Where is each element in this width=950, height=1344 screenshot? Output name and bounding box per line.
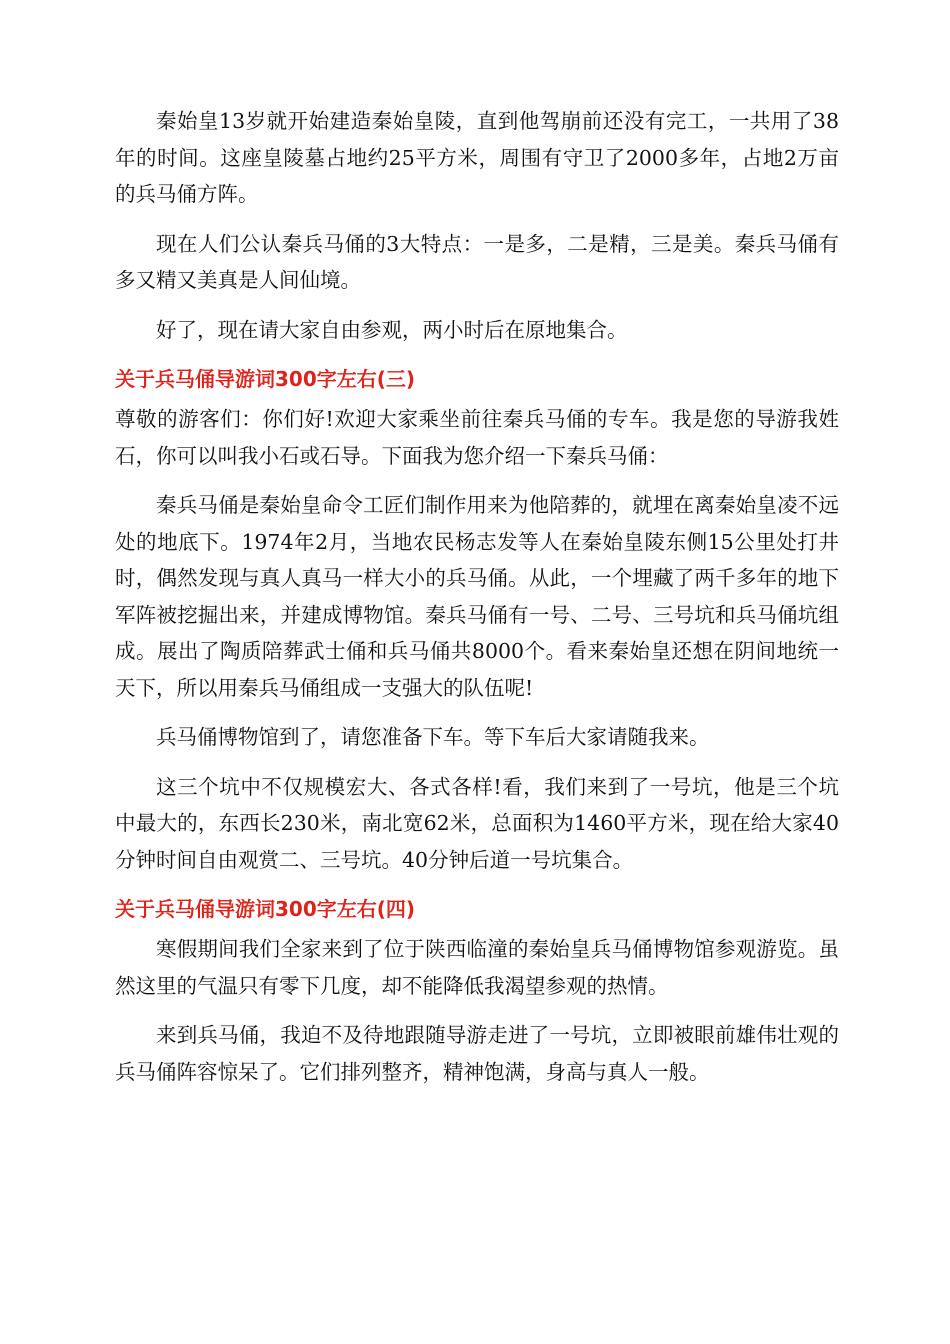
paragraph: 这三个坑中不仅规模宏大、各式各样!看，我们来到了一号坑，他是三个坑中最大的，东西长230米，南北宽62米，总面积为1460平方米，现在给大家40分钟时间自由观赏二、三号坑。40分钟后道一号坑集合。 (115, 774, 839, 872)
paragraph: 秦始皇13岁就开始建造秦始皇陵，直到他驾崩前还没有完工，一共用了38年的时间。这座皇陵墓占地约25平方米，周围有守卫了2000多年，占地2万亩的兵马俑方阵。 (115, 109, 839, 206)
paragraph: 来到兵马俑，我迫不及待地跟随导游走进了一号坑，立即被眼前雄伟壮观的兵马俑阵容惊呆了。它们排列整齐，精神饱满，身高与真人一般。 (115, 1023, 839, 1084)
paragraph: 寒假期间我们全家来到了位于陕西临潼的秦始皇兵马俑博物馆参观游览。虽然这里的气温只有零下几度，却不能降低我渴望参观的热情。 (115, 937, 839, 998)
paragraph: 现在人们公认秦兵马俑的3大特点：一是多，二是精，三是美。秦兵马俑有多又精又美真是人间仙境。 (115, 231, 839, 292)
document-page (115, 103, 839, 1103)
paragraph: 秦兵马俑是秦始皇命令工匠们制作用来为他陪葬的，就埋在离秦始皇凌不远处的地底下。1974年2月，当地农民杨志发等人在秦始皇陵东侧15公里处打井时，偶然发现与真人真马一样大小的兵马俑。从此，一个埋藏了两千多年的地下军阵被挖掘出来，并建成博物馆。秦兵马俑有一号、二号、三号坑和兵马俑坑组成。展出了陶质陪葬武士俑和兵马俑共8000个。看来秦始皇还想在阴间地统一天下，所以用秦兵马俑组成一支强大的队伍呢! (115, 493, 839, 700)
opening-paragraph: 尊敬的游客们：你们好!欢迎大家乘坐前往秦兵马俑的专车。我是您的导游我姓石，你可以叫我小石或石导。下面我为您介绍一下秦兵马俑： (115, 407, 839, 468)
section-heading: 关于兵马俑导游词300字左右(四) (115, 897, 416, 921)
paragraph: 好了，现在请大家自由参观，两小时后在原地集合。 (156, 317, 628, 342)
section-heading: 关于兵马俑导游词300字左右(三) (115, 367, 416, 391)
paragraph: 兵马俑博物馆到了，请您准备下车。等下车后大家请随我来。 (156, 725, 710, 749)
